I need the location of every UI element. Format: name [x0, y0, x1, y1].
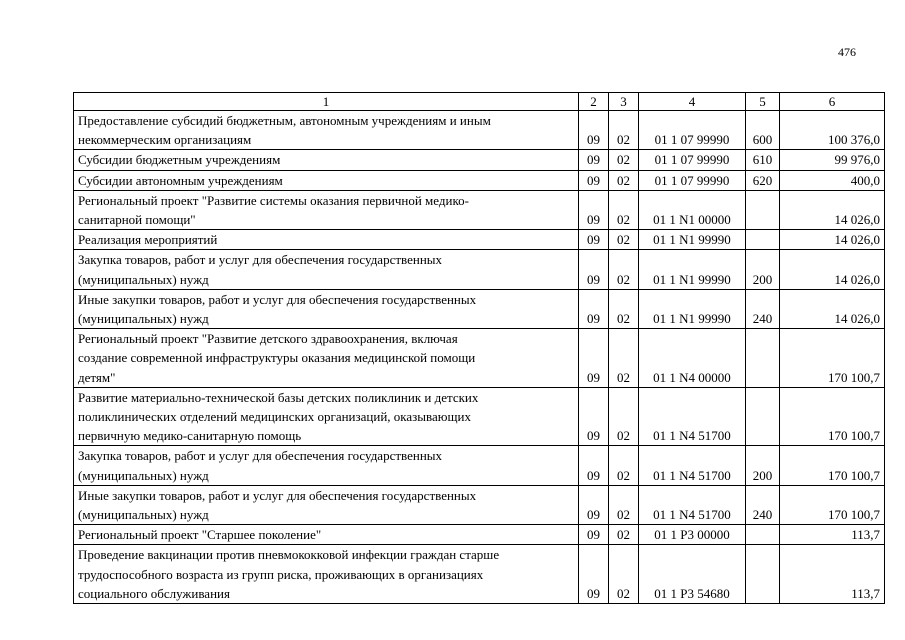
row-section-cell: 09	[579, 329, 609, 388]
row-subsection-cell: 02	[609, 250, 639, 289]
row-section-cell: 09	[579, 150, 609, 170]
row-section-cell: 09	[579, 250, 609, 289]
row-subsection-cell: 02	[609, 387, 639, 446]
row-expense-type-cell	[746, 525, 780, 545]
row-amount-cell: 100 376,0	[780, 111, 885, 150]
row-expense-type-cell: 620	[746, 170, 780, 190]
table-row	[74, 111, 885, 150]
table-row	[74, 387, 885, 446]
row-expense-type-cell: 240	[746, 289, 780, 328]
row-subsection-cell: 02	[609, 525, 639, 545]
row-target-code-cell: 01 1 N4 51700	[639, 446, 746, 485]
row-section-cell: 09	[579, 525, 609, 545]
row-expense-type-cell	[746, 545, 780, 604]
header-col-1: 1	[74, 93, 579, 111]
row-section-cell: 09	[579, 446, 609, 485]
row-subsection-cell: 02	[609, 190, 639, 229]
row-target-code-cell: 01 1 N4 51700	[639, 485, 746, 524]
row-subsection-cell: 02	[609, 545, 639, 604]
row-name-cell: Региональный проект "Старшее поколение"	[74, 525, 579, 545]
row-amount-cell: 113,7	[780, 525, 885, 545]
row-target-code-cell: 01 1 P3 54680	[639, 545, 746, 604]
row-name-cell: Реализация мероприятий	[74, 230, 579, 250]
row-expense-type-cell: 610	[746, 150, 780, 170]
row-name-cell: Иные закупки товаров, работ и услуг для обеспечения государственных (муниципальных) нужд	[74, 485, 579, 524]
row-subsection-cell: 02	[609, 329, 639, 388]
row-subsection-cell: 02	[609, 170, 639, 190]
row-subsection-cell: 02	[609, 230, 639, 250]
row-amount-cell: 99 976,0	[780, 150, 885, 170]
row-subsection-cell: 02	[609, 289, 639, 328]
row-subsection-cell: 02	[609, 150, 639, 170]
row-name-cell: Региональный проект "Развитие системы оказания первичной медико- санитарной помощи"	[74, 190, 579, 229]
row-name-cell: Предоставление субсидий бюджетным, автономным учреждениям и иным некоммерческим организациям	[74, 111, 579, 150]
row-section-cell: 09	[579, 111, 609, 150]
header-col-2: 2	[579, 93, 609, 111]
row-name-cell: Проведение вакцинации против пневмококковой инфекции граждан старше трудоспособного возраста из групп риска, проживающих в организациях социального обслуживания	[74, 545, 579, 604]
row-amount-cell: 14 026,0	[780, 250, 885, 289]
row-amount-cell: 170 100,7	[780, 446, 885, 485]
row-expense-type-cell	[746, 230, 780, 250]
row-name-cell: Развитие материально-технической базы детских поликлиник и детских поликлинических отделений медицинских организаций, оказывающих первичную медико-санитарную помощь	[74, 387, 579, 446]
row-target-code-cell: 01 1 N1 99990	[639, 250, 746, 289]
table-row	[74, 525, 885, 545]
row-expense-type-cell	[746, 329, 780, 388]
row-expense-type-cell: 200	[746, 446, 780, 485]
row-amount-cell: 14 026,0	[780, 289, 885, 328]
row-subsection-cell: 02	[609, 111, 639, 150]
row-amount-cell: 170 100,7	[780, 329, 885, 388]
row-target-code-cell: 01 1 N4 00000	[639, 329, 746, 388]
row-target-code-cell: 01 1 N1 99990	[639, 230, 746, 250]
table-row	[74, 485, 885, 524]
row-target-code-cell: 01 1 N1 00000	[639, 190, 746, 229]
header-col-3: 3	[609, 93, 639, 111]
row-name-cell: Субсидии автономным учреждениям	[74, 170, 579, 190]
row-name-cell: Иные закупки товаров, работ и услуг для обеспечения государственных (муниципальных) нужд	[74, 289, 579, 328]
header-col-6: 6	[780, 93, 885, 111]
row-amount-cell: 14 026,0	[780, 230, 885, 250]
row-expense-type-cell: 240	[746, 485, 780, 524]
header-col-4: 4	[639, 93, 746, 111]
row-section-cell: 09	[579, 190, 609, 229]
table-row	[74, 170, 885, 190]
row-target-code-cell: 01 1 07 99990	[639, 170, 746, 190]
table-row	[74, 446, 885, 485]
table-row	[74, 289, 885, 328]
table-row	[74, 150, 885, 170]
row-expense-type-cell: 200	[746, 250, 780, 289]
table-body	[74, 111, 885, 604]
table-row	[74, 545, 885, 604]
row-name-cell: Закупка товаров, работ и услуг для обеспечения государственных (муниципальных) нужд	[74, 250, 579, 289]
row-amount-cell: 170 100,7	[780, 485, 885, 524]
row-target-code-cell: 01 1 N1 99990	[639, 289, 746, 328]
row-expense-type-cell: 600	[746, 111, 780, 150]
row-target-code-cell: 01 1 07 99990	[639, 111, 746, 150]
row-name-cell: Региональный проект "Развитие детского здравоохранения, включая создание современной инфраструктуры оказания медицинской помощи детям"	[74, 329, 579, 388]
row-name-cell: Субсидии бюджетным учреждениям	[74, 150, 579, 170]
table-header-row	[74, 93, 885, 111]
row-target-code-cell: 01 1 N4 51700	[639, 387, 746, 446]
row-subsection-cell: 02	[609, 446, 639, 485]
budget-table	[73, 92, 885, 604]
row-section-cell: 09	[579, 230, 609, 250]
row-target-code-cell: 01 1 07 99990	[639, 150, 746, 170]
row-subsection-cell: 02	[609, 485, 639, 524]
row-section-cell: 09	[579, 289, 609, 328]
row-amount-cell: 14 026,0	[780, 190, 885, 229]
row-target-code-cell: 01 1 P3 00000	[639, 525, 746, 545]
row-section-cell: 09	[579, 170, 609, 190]
row-section-cell: 09	[579, 545, 609, 604]
table-row	[74, 230, 885, 250]
table-row	[74, 329, 885, 388]
row-section-cell: 09	[579, 387, 609, 446]
page-number: 476	[838, 45, 856, 59]
table-row	[74, 190, 885, 229]
row-name-cell: Закупка товаров, работ и услуг для обеспечения государственных (муниципальных) нужд	[74, 446, 579, 485]
row-amount-cell: 113,7	[780, 545, 885, 604]
row-amount-cell: 170 100,7	[780, 387, 885, 446]
header-col-5: 5	[746, 93, 780, 111]
row-section-cell: 09	[579, 485, 609, 524]
row-amount-cell: 400,0	[780, 170, 885, 190]
table-row	[74, 250, 885, 289]
row-expense-type-cell	[746, 190, 780, 229]
row-expense-type-cell	[746, 387, 780, 446]
